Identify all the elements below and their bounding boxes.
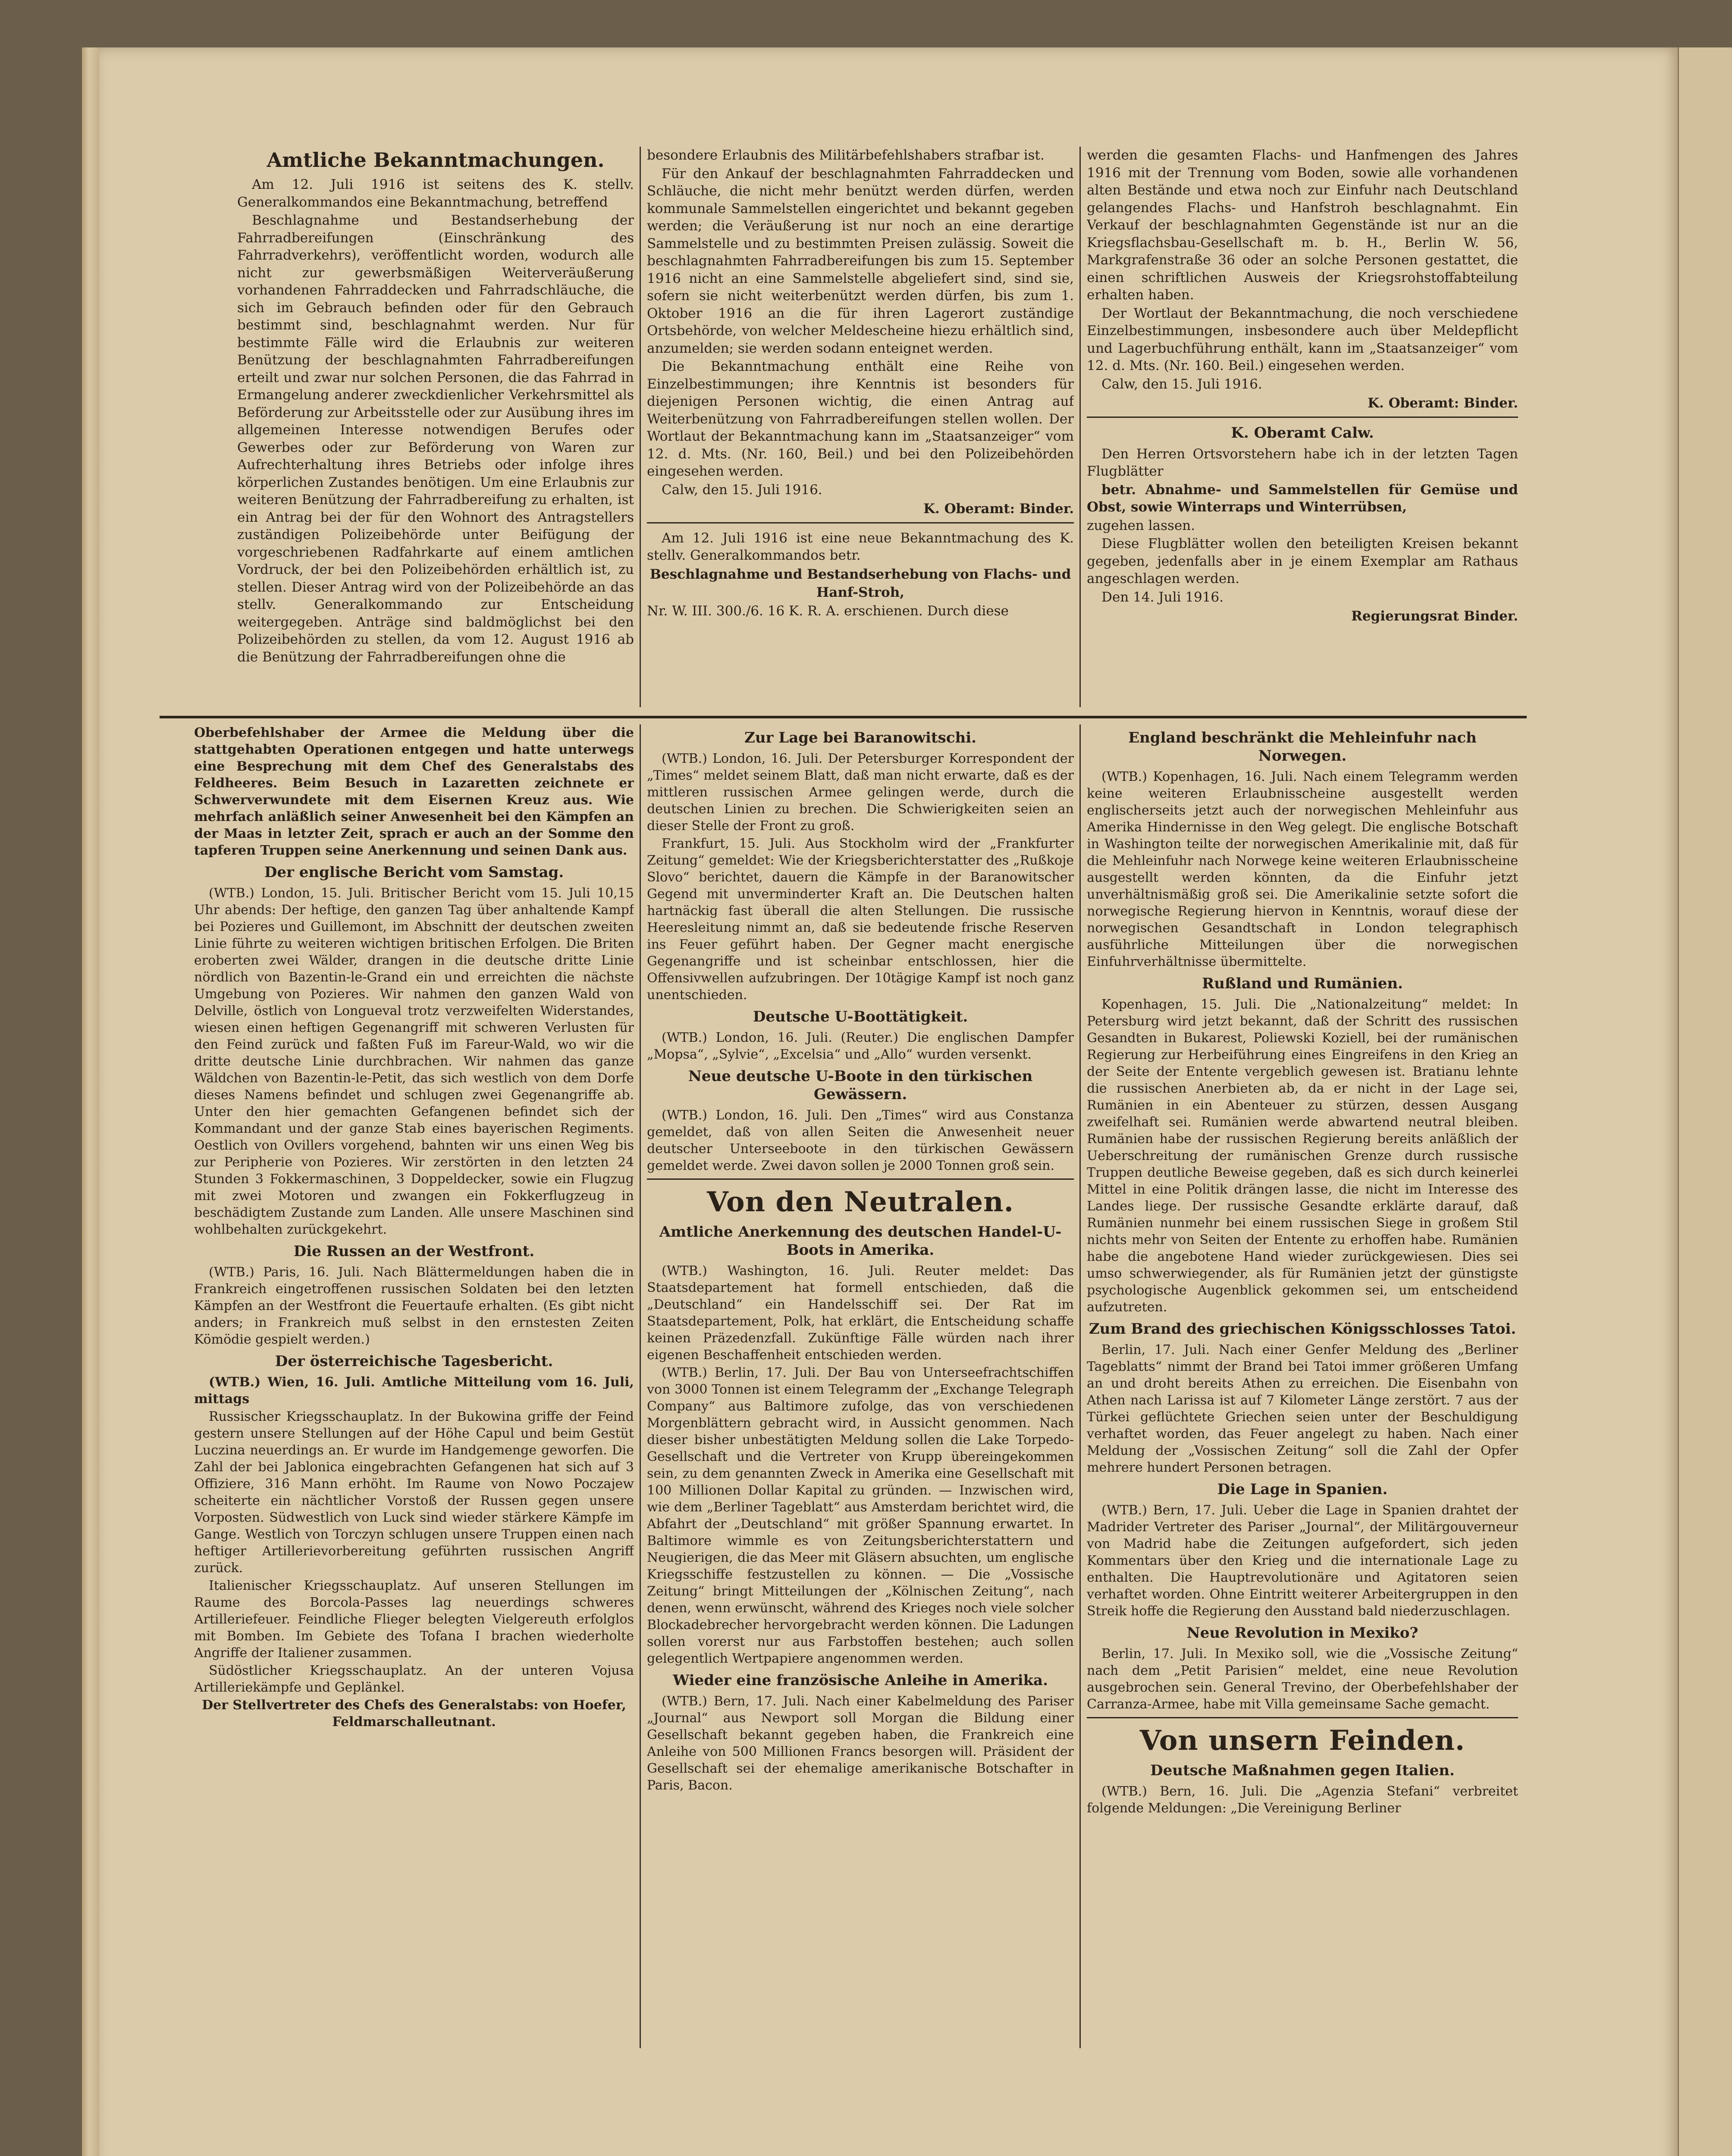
paragraph: Am 12. Juli 1916 ist seitens des K. stellv. Generalkommandos eine Bekanntmachung, betreffend <box>237 177 634 210</box>
signature: K. Oberamt: Binder. <box>923 501 1074 517</box>
paragraph: betr. Abnahme- und Sammelstellen für Gemüse und Obst, sowie Winterraps und Winterrübsen, <box>1087 482 1518 515</box>
paragraph: Beschlagnahme und Bestandserhebung der Fahrradbereifungen (Einschränkung des Fahrradverkehrs), veröffentlicht worden, wodurch alle nicht zur gewerbsmäßigen Weiterveräußerung vorhandenen Fahrraddecken und Fahrradschläuche, die sich im Gebrauch befinden oder für den Gebrauch bestimmt sind, beschlagnahmt werden. Nur für bestimmte Fälle wird die Erlaubnis zur weiteren Benützung der beschlagnahmten Fahrradbereifungen erteilt und zwar nur solchen Personen, die das Fahrrad in Ermangelung anderer zweckdienlicher Verkehrsmittel als Beförderung zur Arbeitsstelle oder zur Ausübung ihres im allgemeinen Interesse notwendigen Berufes oder Gewerbes oder zur Beförderung von Waren zur Aufrechterhaltung ihres Betriebs oder infolge ihres körperlichen Zustandes benötigen. Um eine Erlaubnis zur weiteren Benützung der Fahrradbereifung zu erhalten, ist ein Antrag bei der für den Wohnort des Antragstellers zuständigen Polizeibehörde unter Beifügung der vorgeschriebenen Radfahrkarte auf einem amtlichen Vordruck, der bei den Polizeibehörden erhältlich ist, zu stellen. Dieser Antrag wird von der Polizeibehörde an das stellv. Generalkommando zur Entscheidung weitergegeben. Anträge sind baldmöglichst bei den Polizeibehörden zu stellen, da vom 12. August 1916 ab die Benützung der Fahrradbereifungen ohne die <box>237 213 634 665</box>
paragraph: Am 12. Juli 1916 ist eine neue Bekanntmachung des K. stellv. Generalkommandos betr. <box>647 530 1074 563</box>
bottom-column-1 <box>194 724 634 2053</box>
paragraph: zugehen lassen. <box>1087 517 1195 533</box>
paragraph: Berlin, 17. Juli. In Mexiko soll, wie die „Vossische Zeitung“ nach dem „Petit Parisien“ meldet, eine neue Revolution ausgebrochen sein. General Trevino, der Oberbefehlshaber der Carranza-Armee, habe mit Villa gemeinsame Sache gemacht. <box>1087 1646 1518 1712</box>
heading-franzoesische-anleihe: Wieder eine französische Anleihe in Amerika. <box>673 1672 1048 1689</box>
heading-lage-spanien: Die Lage in Spanien. <box>1217 1481 1388 1498</box>
paragraph: Für den Ankauf der beschlagnahmten Fahrraddecken und Schläuche, die nicht mehr benützt werden dürfen, werden kommunale Sammelstellen eingerichtet und bekannt gegeben werden; die Veräußerung ist nur noch an eine derartige Sammelstelle und zu bestimmten Preisen zulässig. Soweit die beschlagnahmten Fahrradbereifungen bis zum 15. September 1916 nicht an eine Sammelstelle abgeliefert sind, sind sie, sofern sie nicht weiterbenützt werden dürfen, bis zum 1. Oktober 1916 an die für ihren Lagerort zuständige Ortsbehörde, von welcher Meldescheine hiezu erhältlich sind, anzumelden; sie werden sodann enteignet werden. <box>647 166 1074 356</box>
signature: Regierungsrat Binder. <box>1351 608 1518 624</box>
paragraph: Nr. W. III. 300./6. 16 K. R. A. erschienen. Durch diese <box>647 603 1009 619</box>
adjacent-page-strip <box>1678 47 1732 2156</box>
paragraph: (WTB.) London, 15. Juli. Britischer Bericht vom 15. Juli 10,15 Uhr abends: Der heftige, den ganzen Tag über anhaltende Kampf bei Pozieres und Guillemont, im Abschnitt der deutschen zweiten Linie führte zu weiteren wichtigen britischen Erfolgen. Die Briten eroberten zwei Wälder, drangen in die deutsche dritte Linie nördlich von Bazentin-le-Grand ein und erreichten die nächste Umgebung von Pozieres. Wir nahmen den ganzen Wald von Delville, östlich von Longueval trotz verzweifelten Widerstandes, wiesen einen heftigen Gegenangriff mit schweren Verlusten für den Feind zurück und faßten Fuß im Fareur-Wald, wo wir die dritte deutsche Linie durchbrachen. Wir nahmen das ganze Wäldchen von Bazentin-le-Petit, das sich westlich von dem Dorfe dieses Namens befindet und schlugen zwei Gegenangriffe ab. Unter den hier gemachten Gefangenen befindet sich der Kommandant und der ganze Stab eines bayerischen Regiments. Oestlich von Ovillers vorgehend, bahnten wir uns einen Weg bis zur Peripherie von Pozieres. Wir zerstörten in den letzten 24 Stunden 3 Fokkermaschinen, 3 Doppeldecker, sowie ein Flugzug mit zwei Motoren und zwangen ein Fokkerflugzeug in beschädigtem Zustande zum Landen. Alle unsere Maschinen sind wohlbehalten zurückgekehrt. <box>194 886 634 1237</box>
heading-von-unsern-feinden: Von unsern Feinden. <box>1139 1724 1465 1757</box>
dateline: Den 14. Juli 1916. <box>1101 589 1224 605</box>
heading-amtliche-bekanntmachungen: Amtliche Bekanntmachungen. <box>267 148 605 172</box>
paragraph: Frankfurt, 15. Juli. Aus Stockholm wird der „Frankfurter Zeitung“ gemeldet: Wie der Kriegsberichterstatter des „Rußkoje Slovo“ berichtet, dauern die Kämpfe in der Baranowitscher Gegend mit unverminderter Kraft an. Die Deutschen halten hartnäckig fast überall die alten Stellungen. Die russische Heeresleitung nimmt an, daß sie bedeutende frische Reserven ins Feuer geführt haben. Der Gegner macht energische Gegenangriffe und ist scheinbar entschlossen, hier die Offensivwellen aufzubringen. Der 10tägige Kampf ist noch ganz unentschieden. <box>647 836 1074 1003</box>
page-stack-edge <box>82 47 99 2156</box>
paragraph: Russischer Kriegsschauplatz. In der Bukowina griffe der Feind gestern unsere Stellungen auf der Höhe Capul und beim Gestüt Luczina neuerdings an. Er wurde im Handgemenge geworfen. Die Zahl der bei Jablonica eingebrachten Gefangenen hat sich auf 3 Offiziere, 316 Mann erhöht. Im Raume von Nowo Poczajew scheiterte ein nächtlicher Vorstoß der Russen gegen unsere Vorposten. Südwestlich von Luck sind wieder stärkere Kämpfe im Gange. Westlich von Torczyn schlugen unsere Truppen einen nach heftiger Artillerievorbereitung geführten russischen Angriff zurück. <box>194 1409 634 1576</box>
heading-u-boottaetigkeit: Deutsche U-Boottätigkeit. <box>753 1008 968 1025</box>
heading-oberamt-calw: K. Oberamt Calw. <box>1231 424 1374 442</box>
paragraph: (WTB.) Bern, 17. Juli. Ueber die Lage in Spanien drahtet der Madrider Vertreter des Pariser „Journal“, der Militärgouverneur von Madrid habe die Zeitungen aufgefordert, sich jeden Kommentars über den Krieg und die internationale Lage zu enthalten. Die Hauptrevolutionäre und Agitatoren seien verhaftet worden. Ohne Eintritt weiterer Arbeitergruppen in den Streik hoffe die Regierung den Ausstand bald niederzuschlagen. <box>1087 1503 1518 1619</box>
section-divider <box>160 716 1527 718</box>
separator <box>647 522 1074 523</box>
heading-u-boote-tuerkei: Neue deutsche U-Boote in den türkischen Gewässern. <box>688 1068 1033 1103</box>
paragraph: Berlin, 17. Juli. Nach einer Genfer Meldung des „Berliner Tageblatts“ nimmt der Brand bei Tatoi immer größeren Umfang an und droht bereits Athen zu erreichen. Die Eisenbahn von Athen nach Larissa ist auf 7 Kilometer Länge zerstört. 7 aus der Türkei geflüchtete Griechen seien unter der Beschuldigung verhaftet worden, das Feuer angelegt zu haben. Nach einer Meldung der „Vossischen Zeitung“ soll die Zahl der Opfer mehrere hundert Personen betragen. <box>1087 1342 1518 1475</box>
subheading-flachs: Beschlagnahme und Bestandserhebung von Flachs- und Hanf-Stroh, <box>650 566 1071 600</box>
paragraph: (WTB.) Bern, 17. Juli. Nach einer Kabelmeldung des Pariser „Journal“ aus Newport soll Morgan die Bildung einer Gesellschaft bekannt gegeben haben, die Frankreich eine Anleihe von 500 Millionen Francs besorgen will. Präsident der Gesellschaft sei der ehemalige amerikanische Botschafter in Paris, Bacon. <box>647 1694 1074 1793</box>
heading-revolution-mexiko: Neue Revolution in Mexiko? <box>1186 1624 1418 1642</box>
paragraph: (WTB.) Wien, 16. Juli. Amtliche Mitteilung vom 16. Juli, mittags <box>194 1375 634 1407</box>
heading-mehleinfuhr-norwegen: England beschränkt die Mehleinfuhr nach Norwegen. <box>1128 729 1477 765</box>
paragraph: Oberbefehlshaber der Armee die Meldung über die stattgehabten Operationen entgegen und hatte unterwegs eine Besprechung mit dem Chef des Generalstabs des Feldheeres. Beim Besuch in Lazaretten zeichnete er Schwerverwundete mit dem Eisernen Kreuz aus. Wie mehrfach anläßlich seiner Anwesenheit bei den Kämpfen an der Maas in letzter Zeit, sprach er auch an der Somme den tapferen Truppen seine Anerkennung und seinen Dank aus. <box>194 725 634 858</box>
dateline: Calw, den 15. Juli 1916. <box>1101 376 1262 392</box>
heading-brand-tatoi: Zum Brand des griechischen Königsschlosses Tatoi. <box>1089 1320 1516 1338</box>
top-column-2 <box>647 147 1074 711</box>
paragraph: Den Herren Ortsvorstehern habe ich in der letzten Tagen Flugblätter <box>1087 446 1518 479</box>
top-column-3 <box>1087 147 1518 711</box>
paragraph: Diese Flugblätter wollen den beteiligten Kreisen bekannt gegeben, jedenfalls aber in je einem Exemplar am Rathaus angeschlagen werden. <box>1087 536 1518 586</box>
heading-russen-westfront: Die Russen an der Westfront. <box>293 1243 535 1260</box>
paragraph: Die Bekanntmachung enthält eine Reihe von Einzelbestimmungen; ihre Kenntnis ist besonders für diejenigen Personen wichtig, die einen Antrag auf Weiterbenützung von Fahrradbereifungen stellen wollen. Der Wortlaut der Bekanntmachung kann im „Staatsanzeiger“ vom 12. d. Mts. (Nr. 160, Beil.) und bei den Polizeibehörden eingesehen werden. <box>647 359 1074 479</box>
paragraph: (WTB.) Berlin, 17. Juli. Der Bau von Unterseefrachtschiffen von 3000 Tonnen ist einem Telegramm der „Exchange Telegraph Company“ aus Baltimore zufolge, das von verschiedenen Morgenblättern gebracht wird, in Aussicht genommen. Nach dieser bisher unbestätigten Meldung sollen die Lake Torpedo-Gesellschaft und die Vertreter von Krupp übereingekommen sein, zu dem genannten Zweck in Amerika eine Gesellschaft mit 100 Millionen Dollar Kapital zu gründen. — Inzwischen wird, wie dem „Berliner Tageblatt“ aus Amsterdam berichtet wird, die Abfahrt der „Deutschland“ mit größer Spannung erwartet. In Baltimore wimmle es von Zeitungsberichterstattern und Neugierigen, die das Meer mit Gläsern absuchten, um englische Kriegsschiffe festzustellen zu können. — Die „Vossische Zeitung“ bringt Mitteilungen der „Kölnischen Zeitung“, nach denen, wenn erwünscht, während des Krieges noch viele solcher Blockadebrecher hervorgebracht werden können. Die Ladungen sollen vorerst nur aus Farbstoffen bestehen; auch sollen gelegentlich Wertpapiere angenommen werden. <box>647 1365 1074 1666</box>
heading-massnahmen-italien: Deutsche Maßnahmen gegen Italien. <box>1150 1762 1455 1779</box>
paragraph: Italienischer Kriegsschauplatz. Auf unseren Stellungen im Raume des Borcola-Passes lag neuerdings schweres Artilleriefeuer. Feindliche Flieger belegten Vielgereuth erfolglos mit Bomben. Im Gebiete des Tofana I brachen wiederholte Angriffe der Italiener zusammen. <box>194 1578 634 1661</box>
heading-handel-u-boot: Amtliche Anerkennung des deutschen Handel-U-Boots in Amerika. <box>659 1223 1062 1259</box>
signature: Der Stellvertreter des Chefs des Generalstabs: von Hoefer, Feldmarschalleutnant. <box>202 1698 626 1730</box>
paragraph: (WTB.) London, 16. Juli. Der Petersburger Korrespondent der „Times“ meldet seinem Blatt, daß man nicht erwarte, daß es der mittleren russischen Armee gelingen werde, durch die deutschen Linien zu brechen. Die Schwierigkeiten seien an dieser Stelle der Front zu groß. <box>647 751 1074 834</box>
heading-englischer-bericht: Der englische Bericht vom Samstag. <box>264 864 564 881</box>
separator <box>1087 417 1518 418</box>
heading-von-den-neutralen: Von den Neutralen. <box>707 1186 1014 1218</box>
paragraph: werden die gesamten Flachs- und Hanfmengen des Jahres 1916 mit der Trennung vom Boden, sowie alle vorhandenen alten Bestände und etwa noch zur Einfuhr nach Deutschland gelangendes Flachs- und Hanfstroh beschlagnahmt. Ein Verkauf der beschlagnahmten Gegenstände ist nur an die Kriegsflachsbau-Gesellschaft m. b. H., Berlin W. 56, Markgrafenstraße 36 oder an solche Personen gestattet, die einen schriftlichen Ausweis der Kriegsrohstoffabteilung erhalten haben. <box>1087 147 1518 303</box>
separator <box>647 1178 1074 1180</box>
heading-baranowitschi: Zur Lage bei Baranowitschi. <box>744 729 976 746</box>
paragraph: Südöstlicher Kriegsschauplatz. An der unteren Vojusa Artilleriekämpfe und Geplänkel. <box>194 1663 634 1695</box>
signature: K. Oberamt: Binder. <box>1368 395 1518 411</box>
paragraph: (WTB.) Washington, 16. Juli. Reuter meldet: Das Staatsdepartement hat formell entschieden, daß die „Deutschland“ ein Handelsschiff sei. Der Rat im Staatsdepartement, Polk, hat erklärt, die Entscheidung schaffe keinen Präzedenzfall. Zukünftige Fälle würden nach ihrer eigenen Beschaffenheit entschieden werden. <box>647 1263 1074 1363</box>
bottom-column-2 <box>647 724 1074 2053</box>
paragraph: Der Wortlaut der Bekanntmachung, die noch verschiedene Einzelbestimmungen, insbesondere auch über Meldepflicht und Lagerbuchführung enthält, kann im „Staatsanzeiger“ vom 12. d. Mts. (Nr. 160. Beil.) eingesehen werden. <box>1087 305 1518 373</box>
dateline: Calw, den 15. Juli 1916. <box>662 482 822 498</box>
column-rule-bottom-2 <box>1079 724 1081 2048</box>
bottom-column-3 <box>1087 724 1518 2053</box>
paragraph: besondere Erlaubnis des Militärbefehlshabers strafbar ist. <box>647 147 1045 163</box>
paragraph: (WTB.) London, 16. Juli. Den „Times“ wird aus Constanza gemeldet, daß von allen Seiten die Anwesenheit neuer deutscher Unterseeboote in den türkischen Gewässern gemeldet werde. Zwei davon sollen je 2000 Tonnen groß sein. <box>647 1108 1074 1173</box>
column-rule-bottom-1 <box>640 724 641 2048</box>
top-column-1 <box>237 147 634 711</box>
heading-russland-rumaenien: Rußland und Rumänien. <box>1202 975 1403 992</box>
paragraph: (WTB.) Kopenhagen, 16. Juli. Nach einem Telegramm werden keine weiteren Erlaubnisscheine ausgestellt werden englischerseits jetzt auch der norwegischen Mehleinfuhr aus Amerika Hindernisse in den Weg gelegt. Die englische Botschaft in Washington teilte der norwegischen Amerikalinie mit, daß für die Mehleinfuhr nach Norwege keine weiteren Erlaubnisscheine ausgestellt werden könnten, da die Einfuhr jetzt unverhältnismäßig groß sei. Die Amerikalinie setzte sofort die norwegische Regierung hiervon in Kenntnis, worauf diese der norwegischen Gesandtschaft in London telegraphisch ausführliche Mitteilungen über die norwegischen Einfuhrverhältnisse übermittelte. <box>1087 769 1518 969</box>
paragraph: (WTB.) Paris, 16. Juli. Nach Blättermeldungen haben die in Frankreich eingetroffenen russischen Soldaten bei den letzten Kämpfen an der Westfront die Feuertaufe erhalten. (Es gibt nicht anders; in Frankreich muß selbst in den ernstesten Zeiten Kömödie gespielt werden.) <box>194 1265 634 1347</box>
heading-oesterreichischer-bericht: Der österreichische Tagesbericht. <box>275 1353 553 1370</box>
paragraph: (WTB.) Bern, 16. Juli. Die „Agenzia Stefani“ verbreitet folgende Meldungen: „Die Vereinigung Berliner <box>1087 1784 1518 1816</box>
column-rule-top-1 <box>640 147 641 707</box>
column-rule-top-2 <box>1079 147 1081 707</box>
separator <box>1087 1717 1518 1718</box>
paragraph: (WTB.) London, 16. Juli. (Reuter.) Die englischen Dampfer „Mopsa“, „Sylvie“, „Excelsia“ und „Allo“ wurden versenkt. <box>647 1030 1074 1062</box>
paragraph: Kopenhagen, 15. Juli. Die „Nationalzeitung“ meldet: In Petersburg wird jetzt bekannt, daß der Schritt des russischen Gesandten in Bukarest, Poliewski Koziell, bei der rumänischen Regierung zur Herbeiführung eines Eingreifens in den Krieg an der Seite der Entente vergeblich gewesen ist. Bratianu lehnte die russischen Anerbieten ab, da er nicht in der Lage sei, Rumänien in ein Abenteuer zu stürzen, dessen Ausgang zweifelhaft sei. Rumänien werde abwartend neutral bleiben. Rumänien habe der russischen Regierung bereits anläßlich der Ueberschreitung der rumänischen Grenze durch russische Truppen deutliche Beweise gegeben, daß es sich durch keinerlei Mittel in eine Politik drängen lasse, die nicht im Interesse des Landes liege. Der russische Gesandte erklärte darauf, daß Rumänien nunmehr bei einem russischen Siege in großem Stil nichts mehr von Seiten der Entente zu erhoffen habe. Rumänien habe die angebotene Hand wieder zurückgewiesen. Dies sei umso schwerwiegender, als für Rumänien jetzt der günstigste psychologische Augenblick gekommen sei, um entscheidend aufzutreten. <box>1087 997 1518 1315</box>
